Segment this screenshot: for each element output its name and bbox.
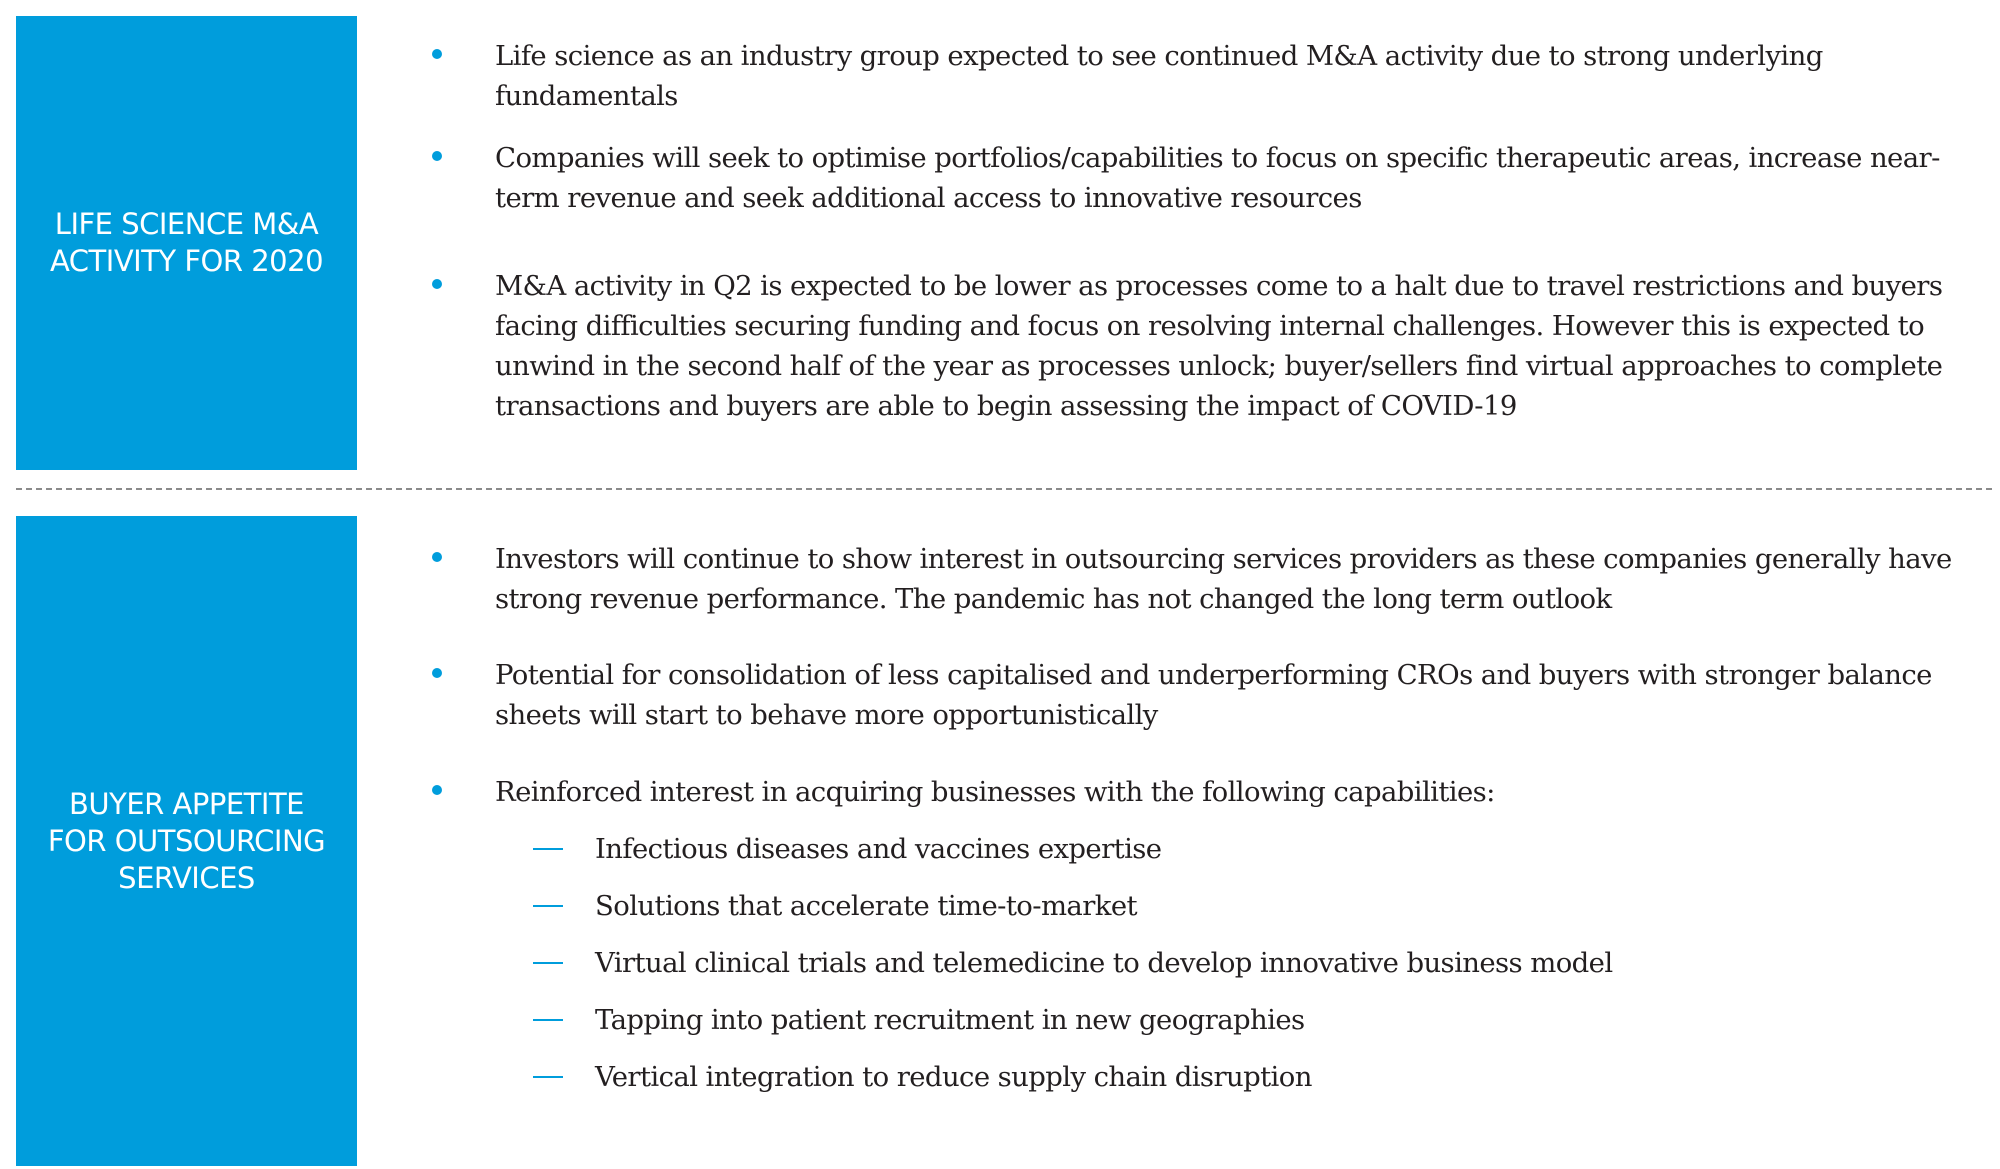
dash-icon <box>533 1076 563 1078</box>
section-divider <box>16 488 1992 490</box>
sub-item-text: Tapping into patient recruitment in new geographies <box>595 1004 1305 1036</box>
section-label-box <box>16 516 357 1166</box>
sub-item-text: Infectious diseases and vaccines expertise <box>595 833 1162 865</box>
dash-icon <box>533 905 563 907</box>
bullet-icon <box>432 668 442 678</box>
dash-icon <box>533 848 563 850</box>
sub-list-item <box>533 1057 1933 1097</box>
section-buyer-appetite <box>0 516 2000 1166</box>
bullet-text: Reinforced interest in acquiring businesses with the following capabilities: <box>495 776 1495 808</box>
bullet-text: Companies will seek to optimise portfolios/capabilities to focus on specific therapeutic areas, increase near-term revenue and seek additional access to innovative resources <box>495 142 1940 214</box>
dash-icon <box>533 1019 563 1021</box>
bullet-text: Life science as an industry group expected to see continued M&A activity due to strong underlying fundamentals <box>495 40 1823 112</box>
section-life-science-activity <box>0 16 2000 470</box>
bullet-text: Potential for consolidation of less capitalised and underperforming CROs and buyers with stronger balance sheets will start to behave more opportunistically <box>495 659 1932 731</box>
dash-icon <box>533 962 563 964</box>
section-label: LIFE SCIENCE M&A ACTIVITY FOR 2020 <box>49 207 324 278</box>
sub-list-item <box>533 886 1933 926</box>
bullet-icon <box>432 49 442 59</box>
bullet-icon <box>432 151 442 161</box>
sub-item-text: Virtual clinical trials and telemedicine to develop innovative business model <box>595 947 1613 979</box>
bullet-text: Investors will continue to show interest in outsourcing services providers as these companies generally have strong revenue performance. The pandemic has not changed the long term outlook <box>495 543 1952 615</box>
bullet-icon <box>432 552 442 562</box>
sub-item-text: Vertical integration to reduce supply chain disruption <box>595 1061 1312 1093</box>
bullet-icon <box>432 785 442 795</box>
sub-list-item <box>533 943 1933 983</box>
sub-list-item <box>533 829 1933 869</box>
bullet-text: M&A activity in Q2 is expected to be lower as processes come to a halt due to travel restrictions and buyers facing difficulties securing funding and focus on resolving internal challenges. However this is expected to unwind in the second half of the year as processes unlock; buyer/sellers find virtual approaches to complete transactions and buyers are able to begin assessing the impact of COVID-19 <box>495 270 1943 422</box>
bullet-icon <box>432 279 442 289</box>
sub-list-item <box>533 1000 1933 1040</box>
section-label-box <box>16 16 357 470</box>
sub-item-text: Solutions that accelerate time-to-market <box>595 890 1137 922</box>
section-label: BUYER APPETITE FOR OUTSOURCING SERVICES <box>47 786 326 895</box>
